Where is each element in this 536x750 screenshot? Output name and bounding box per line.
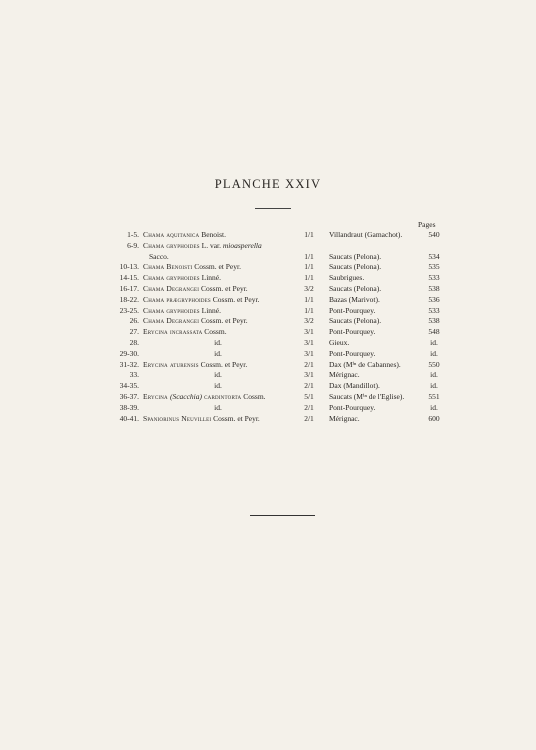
locality: Saubrigues.: [329, 273, 365, 283]
table-row: [0, 360, 536, 371]
figure-numbers: 16-17.: [119, 283, 139, 293]
page-number: 551: [428, 391, 440, 401]
plate-legend-table: [0, 230, 536, 424]
locality: Bazas (Marivot).: [329, 294, 380, 304]
table-row: [0, 273, 536, 284]
magnification: 2/1: [304, 381, 314, 391]
table-row: [0, 338, 536, 349]
species-idem: id.: [214, 381, 222, 391]
table-row: [0, 230, 536, 241]
figure-numbers: 34-35.: [119, 381, 139, 391]
locality: Pont-Pourquey.: [329, 402, 376, 412]
locality: Mérignac.: [329, 413, 360, 423]
magnification: 1/1: [304, 294, 314, 304]
species-name: Erycina incrassata Cossm.: [143, 327, 227, 337]
table-row: [0, 316, 536, 327]
magnification: 3/2: [304, 283, 314, 293]
magnification: 2/1: [304, 359, 314, 369]
page-number: id.: [430, 381, 438, 391]
figure-numbers: 6-9.: [127, 240, 139, 250]
locality: Saucats (Pelona).: [329, 251, 382, 261]
page-number: id.: [430, 337, 438, 347]
table-row: [0, 295, 536, 306]
table-row: [0, 392, 536, 403]
figure-numbers: 28.: [129, 337, 139, 347]
species-name: Erycina aturensis Cossm. et Peyr.: [143, 359, 248, 369]
page-number: 533: [428, 305, 440, 315]
figure-numbers: 38-39.: [119, 402, 139, 412]
locality: Pont-Pourquey.: [329, 348, 376, 358]
species-name: Chama Degrangei Cossm. et Peyr.: [143, 316, 248, 326]
figure-numbers: 26.: [129, 316, 139, 326]
figure-numbers: 36-37.: [119, 391, 139, 401]
species-name: Chama gryphoides L. var. mioasperella: [143, 240, 262, 250]
table-row: [0, 381, 536, 392]
magnification: 2/1: [304, 402, 314, 412]
table-row: [0, 306, 536, 317]
species-name: Chama aquitanica Benoist.: [143, 230, 227, 239]
species-name: Chama Degrangei Cossm. et Peyr.: [143, 283, 248, 293]
page-number: 535: [428, 262, 440, 272]
species-name-continued: Sacco.: [149, 251, 169, 261]
species-name: Erycina (Scacchia) cardintorta Cossm.: [143, 391, 266, 401]
magnification: 1/1: [304, 251, 314, 261]
locality: Mérignac.: [329, 370, 360, 380]
page-number: 533: [428, 273, 440, 283]
magnification: 2/1: [304, 413, 314, 423]
figure-numbers: 29-30.: [119, 348, 139, 358]
species-name: Chama gryphoides Linné.: [143, 273, 221, 283]
table-row: [0, 284, 536, 295]
figure-numbers: 23-25.: [119, 305, 139, 315]
magnification: 3/1: [304, 327, 314, 337]
page-number: 536: [428, 294, 440, 304]
page-number: 550: [428, 359, 440, 369]
plate-title: PLANCHE XXIV: [214, 177, 322, 191]
magnification: 3/1: [304, 337, 314, 347]
species-idem: id.: [214, 348, 222, 358]
locality: Pont-Pourquey.: [329, 327, 376, 337]
table-row: [0, 262, 536, 273]
table-row: [0, 241, 536, 252]
magnification: 1/1: [304, 305, 314, 315]
locality: Pont-Pourquey.: [329, 305, 376, 315]
figure-numbers: 18-22.: [119, 294, 139, 304]
magnification: 1/1: [304, 262, 314, 272]
species-name: Spaniorinus Neuvillei Cossm. et Peyr.: [143, 413, 260, 423]
magnification: 3/2: [304, 316, 314, 326]
species-idem: id.: [214, 337, 222, 347]
locality: Saucats (Pelona).: [329, 316, 382, 326]
table-row: [0, 349, 536, 360]
species-name: Chama gryphoides Linné.: [143, 305, 221, 315]
table-row: [0, 252, 536, 263]
species-name: Chama Benoisti Cossm. et Peyr.: [143, 262, 241, 272]
species-idem: id.: [214, 370, 222, 380]
species-idem: id.: [214, 402, 222, 412]
page-number: 540: [428, 230, 440, 239]
magnification: 1/1: [304, 230, 314, 239]
figure-numbers: 10-13.: [119, 262, 139, 272]
figure-numbers: 33.: [129, 370, 139, 380]
magnification: 3/1: [304, 370, 314, 380]
table-row: [0, 403, 536, 414]
locality: Dax (Mⁱⁿ de Cabannes).: [329, 359, 401, 369]
species-name: Chama prægryphoides Cossm. et Peyr.: [143, 294, 260, 304]
pages-column-header: Pages: [418, 220, 436, 229]
page-number: 538: [428, 316, 440, 326]
locality: Saucats (Pelona).: [329, 283, 382, 293]
figure-numbers: 40-41.: [119, 413, 139, 423]
magnification: 1/1: [304, 273, 314, 283]
page-number: 538: [428, 283, 440, 293]
table-row: [0, 370, 536, 381]
magnification: 5/1: [304, 391, 314, 401]
page-number: 534: [428, 251, 440, 261]
table-row: [0, 414, 536, 425]
page-number: id.: [430, 370, 438, 380]
page-number: 548: [428, 327, 440, 337]
table-row: [0, 327, 536, 338]
locality: Gieux.: [329, 337, 350, 347]
closing-rule: [250, 515, 315, 516]
locality: Dax (Mandillot).: [329, 381, 380, 391]
title-rule: [255, 208, 291, 209]
page-number: id.: [430, 402, 438, 412]
locality: Saucats (Pelona).: [329, 262, 382, 272]
locality: Villandraut (Gamachot).: [329, 230, 403, 239]
figure-numbers: 27.: [129, 327, 139, 337]
figure-numbers: 31-32.: [119, 359, 139, 369]
figure-numbers: 1-5.: [127, 230, 139, 239]
page-number: 600: [428, 413, 440, 423]
figure-numbers: 14-15.: [119, 273, 139, 283]
page-number: id.: [430, 348, 438, 358]
locality: Saucats (Mⁱⁿ de l'Eglise).: [329, 391, 405, 401]
magnification: 3/1: [304, 348, 314, 358]
